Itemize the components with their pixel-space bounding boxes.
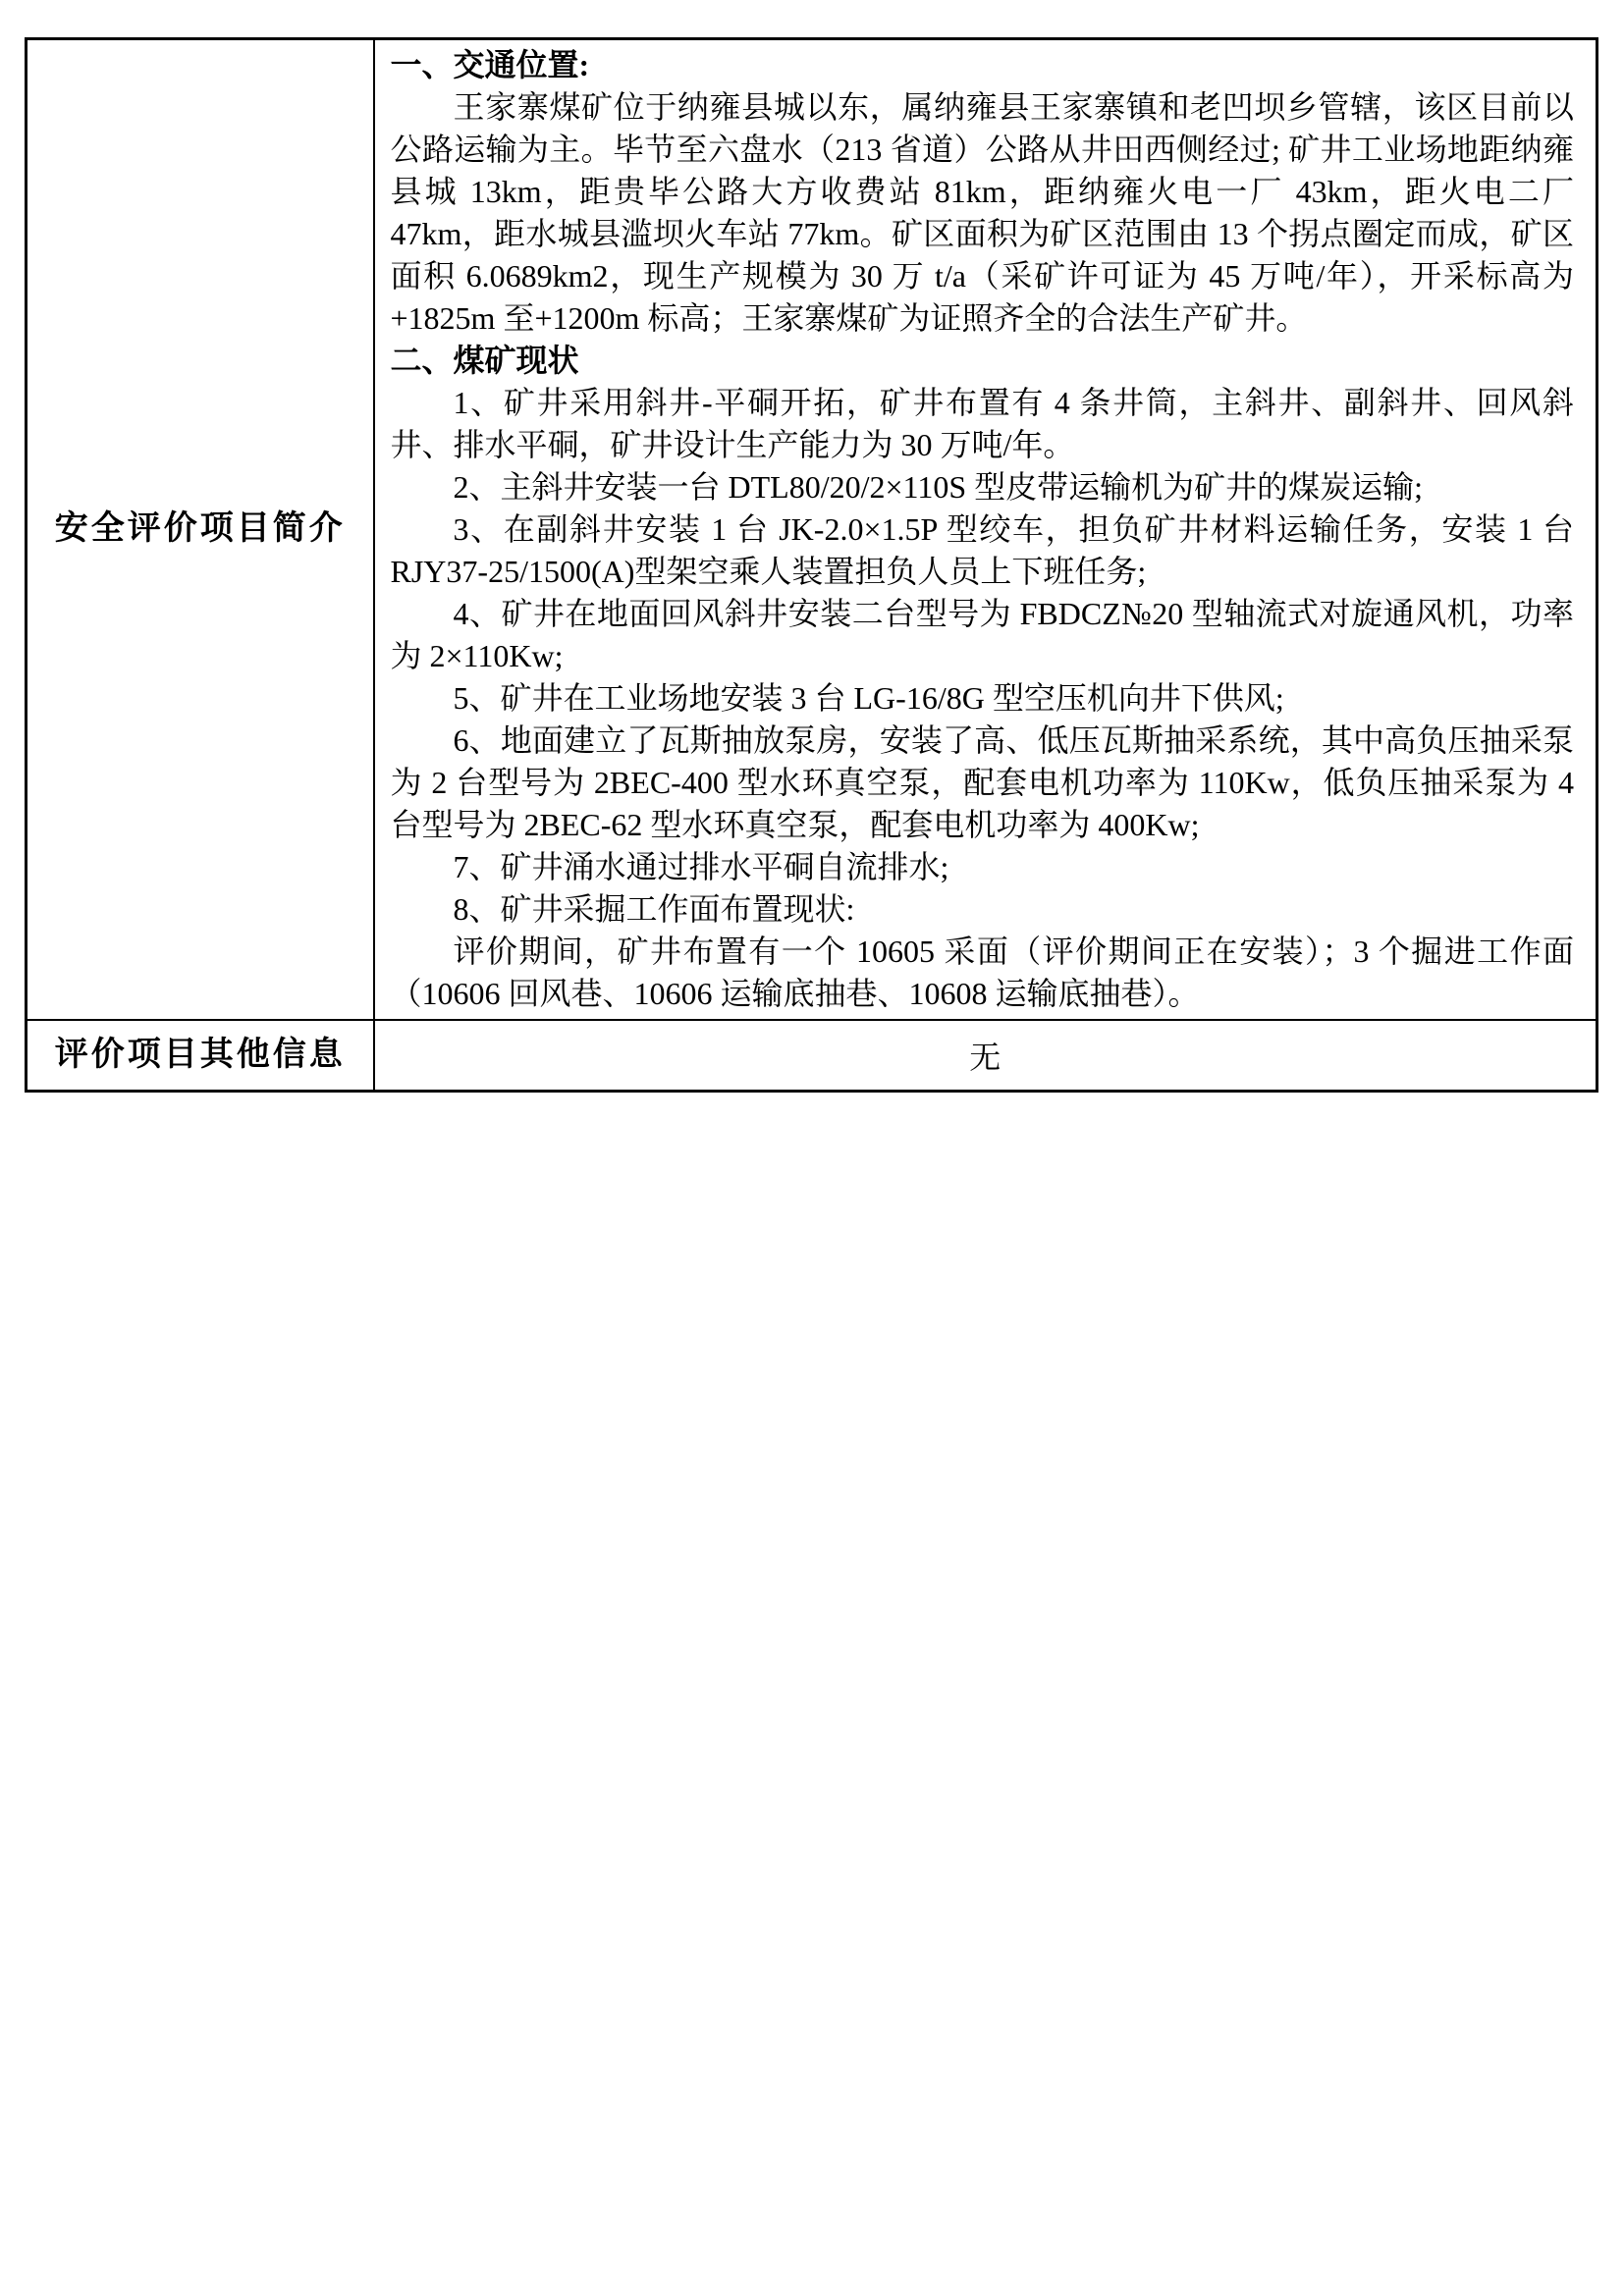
section-heading: 二、煤矿现状 (390, 343, 579, 378)
content-paragraph: 5、矿井在工业场地安装 3 台 LG-16/8G 型空压机向井下供风; (453, 680, 1284, 716)
content-paragraph: 3、在副斜井安装 1 台 JK-2.0×1.5P 型绞车，担负矿井材料运输任务，安装 1 台 RJY37-25/1500(A)型架空乘人装置担负人员上下班任务; (390, 511, 1574, 589)
section-heading: 一、交通位置: (390, 47, 590, 82)
content-paragraph: 1、矿井采用斜井-平硐开拓，矿井布置有 4 条井筒，主斜井、副斜井、回风斜井、排水平硐，矿井设计生产能力为 30 万吨/年。 (390, 385, 1574, 462)
content-paragraph: 7、矿井涌水通过排水平硐自流排水; (453, 849, 949, 884)
content-paragraph: 评价期间，矿井布置有一个 10605 采面（评价期间正在安装）；3 个掘进工作面（10606 回风巷、10606 运输底抽巷、10608 运输底抽巷）。 (390, 934, 1574, 1011)
project-intro-content (374, 39, 1597, 1020)
other-info-label: 评价项目其他信息 (27, 1020, 374, 1092)
content-paragraph: 王家寨煤矿位于纳雍县城以东，属纳雍县王家寨镇和老凹坝乡管辖，该区目前以公路运输为主。毕节至六盘水（213 省道）公路从井田西侧经过; 矿井工业场地距纳雍县城 13km，距贵毕公路大方收费站 81km，距纳雍火电一厂 43km，距火电二厂 47km，距水城县滥坝火车站 77km。矿区面积为矿区范围由 13 个拐点圈定而成，矿区面积 6.0689km2，现生产规模为 30 万 t/a（采矿许可证为 45 万吨/年），开采标高为+1825m 至+1200m 标高；王家寨煤矿为证照齐全的合法生产矿井。 (390, 89, 1574, 336)
other-info-value: 无 (374, 1020, 1597, 1092)
table-row-project-intro (27, 39, 1597, 1020)
content-paragraph: 8、矿井采掘工作面布置现状: (453, 891, 855, 927)
project-intro-label: 安全评价项目简介 (27, 39, 374, 1020)
content-paragraph: 4、矿井在地面回风斜井安装二台型号为 FBDCZ№20 型轴流式对旋通风机，功率为 2×110Kw; (390, 596, 1574, 673)
content-paragraph: 6、地面建立了瓦斯抽放泵房，安装了高、低压瓦斯抽采系统，其中高负压抽采泵为 2 台型号为 2BEC-400 型水环真空泵，配套电机功率为 110Kw，低负压抽采泵为 4 台型号为 2BEC-62 型水环真空泵，配套电机功率为 400Kw; (390, 722, 1574, 842)
info-table (25, 37, 1598, 1093)
content-paragraph: 2、主斜井安装一台 DTL80/20/2×110S 型皮带运输机为矿井的煤炭运输; (453, 469, 1424, 505)
table-row-other-info (27, 1020, 1597, 1092)
